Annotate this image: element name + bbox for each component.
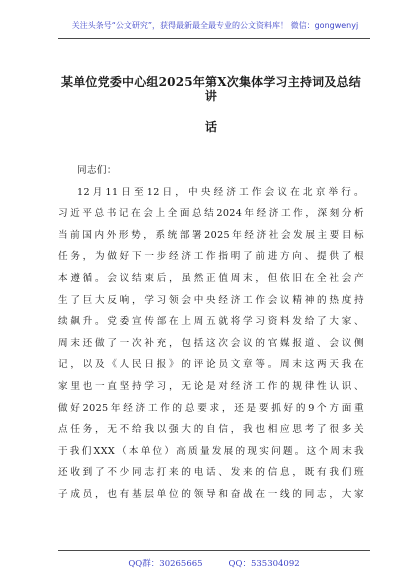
- body-line-1: [58, 182, 364, 204]
- body-line-10: 家里也一直坚持学习，无论是对经济工作的规律性认识、: [58, 380, 364, 392]
- greeting-text: 同志们：: [77, 165, 117, 176]
- header-note: 关注头条号“公文研究”，获得最新最全最专业的公文资料库！ 微信：gongwenyj: [71, 21, 359, 30]
- body-line-1-text: 12月11日至12日，中央经济工作会议在北京举行。: [77, 186, 364, 198]
- body-line-3: 当前国内外形势，系统部署2025年经济社会发展主要目标: [58, 229, 364, 241]
- body-line-12: 点任务，无不给我以强大的自信，我也相应思考了很多关: [58, 424, 364, 436]
- footer: [58, 557, 370, 569]
- greeting-line: [58, 160, 364, 182]
- body-line-5: 本遵循。会议结束后，虽然正值周末，但依旧在全社会产: [58, 272, 364, 284]
- footer-divider: [58, 550, 370, 551]
- document-title: 某单位党委中心组2025年第X次集体学习主持词及总结讲: [61, 75, 361, 103]
- body-line-7: 续飙升。党委宣传部在上周五就将学习资料发给了大家、: [58, 316, 364, 328]
- body-line-9: 记，以及《人民日报》的评论员文章等。周末这两天我在: [58, 359, 364, 371]
- body-line-8: 周末还做了一次补充，包括这次会议的官媒报道、会议侧: [58, 337, 364, 349]
- document-body: [58, 160, 364, 506]
- header-divider: [58, 38, 370, 39]
- footer-qq: QQ：535304092: [228, 559, 300, 569]
- body-line-11: 做好2025年经济工作的总要求，还是要抓好的9个方面重: [58, 402, 364, 414]
- document-title-continuation: 话: [204, 120, 217, 134]
- body-line-6: 生了巨大反响，学习领会中央经济工作会议精神的热度持: [58, 294, 364, 306]
- body-line-13: 于我们XXX（本单位）高质量发展的现实问题。这个周末我: [58, 445, 364, 457]
- body-line-14: 还收到了不少同志打来的电话、发来的信息，既有我们班: [58, 467, 364, 479]
- body-line-4: 任务，为做好下一步经济工作指明了前进方向、提供了根: [58, 251, 364, 263]
- footer-qq-group: QQ群：30265665: [128, 559, 203, 569]
- body-line-15: 子成员，也有基层单位的领导和奋战在一线的同志，大家: [58, 488, 364, 500]
- body-line-2: 习近平总书记在会上全面总结2024年经济工作，深刻分析: [58, 208, 364, 220]
